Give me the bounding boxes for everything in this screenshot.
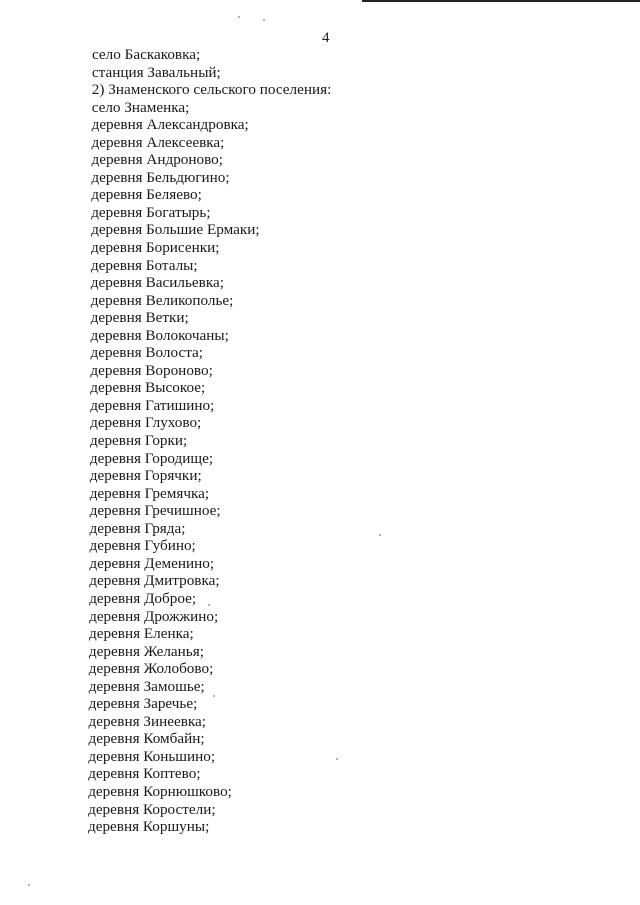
list-item: деревня Желанья; xyxy=(88,642,204,660)
page-number: 4 xyxy=(322,30,330,46)
list-item: деревня Коршуны; xyxy=(88,818,210,836)
list-item: деревня Деменино; xyxy=(89,554,215,572)
scan-speck xyxy=(213,695,215,697)
scan-speck xyxy=(28,884,30,886)
list-item: деревня Городище; xyxy=(89,449,214,467)
list-item: деревня Волокочаны; xyxy=(90,326,229,344)
settlement-list xyxy=(0,46,640,836)
list-item: деревня Дмитровка; xyxy=(89,572,220,590)
list-item: деревня Васильевка; xyxy=(90,274,224,292)
list-item: деревня Коптево; xyxy=(88,765,201,783)
list-item: деревня Беляево; xyxy=(91,186,202,204)
list-item: деревня Еленка; xyxy=(89,625,194,643)
list-item: деревня Бельдюгино; xyxy=(91,168,230,186)
list-item: село Баскаковка; xyxy=(92,46,201,63)
list-item: деревня Замошье; xyxy=(88,677,205,695)
list-item: деревня Жолобово; xyxy=(88,660,214,678)
scan-speck xyxy=(379,534,381,536)
list-item: деревня Гремячка; xyxy=(89,484,210,502)
list-item: деревня Александровка; xyxy=(91,116,249,134)
list-item: деревня Корнюшково; xyxy=(88,782,232,800)
list-item: деревня Губино; xyxy=(89,537,196,555)
list-item: деревня Гряда; xyxy=(89,519,186,537)
scan-speck xyxy=(208,604,210,606)
list-item: деревня Вороново; xyxy=(90,361,213,379)
list-item: деревня Доброе; xyxy=(89,589,197,607)
scan-speck xyxy=(263,19,265,21)
scan-speck xyxy=(238,16,240,18)
list-item: станция Завальный; xyxy=(91,63,221,81)
list-item: деревня Андроново; xyxy=(91,151,223,169)
list-item: деревня Большие Ермаки; xyxy=(91,221,260,239)
list-item: деревня Комбайн; xyxy=(88,730,205,748)
list-item: село Знаменка; xyxy=(91,98,190,116)
list-item: деревня Боталы; xyxy=(90,256,198,274)
list-item: деревня Коростели; xyxy=(88,800,216,818)
list-item: 2) Знаменского сельского поселения: xyxy=(91,81,332,99)
list-item: деревня Великополье; xyxy=(90,291,234,309)
list-item: деревня Глухово; xyxy=(90,414,202,432)
list-item: деревня Алексеевка; xyxy=(91,133,225,151)
list-item: деревня Богатырь; xyxy=(91,203,211,221)
list-item: деревня Горячки; xyxy=(89,467,202,485)
list-item: деревня Коньшино; xyxy=(88,747,216,765)
list-item: деревня Волоста; xyxy=(90,344,203,362)
list-item: деревня Заречье; xyxy=(88,695,198,713)
list-item: деревня Борисенки; xyxy=(91,239,220,257)
list-item: деревня Гатишино; xyxy=(90,396,215,414)
list-item: деревня Горки; xyxy=(90,432,188,450)
list-item: деревня Зинеевка; xyxy=(88,712,207,730)
list-item: деревня Ветки; xyxy=(90,309,189,327)
list-item: деревня Высокое; xyxy=(90,379,206,397)
scan-speck xyxy=(336,758,338,760)
list-item: деревня Дрожжино; xyxy=(89,607,219,625)
top-border-line xyxy=(362,0,640,2)
list-item: деревня Гречишное; xyxy=(89,502,221,520)
